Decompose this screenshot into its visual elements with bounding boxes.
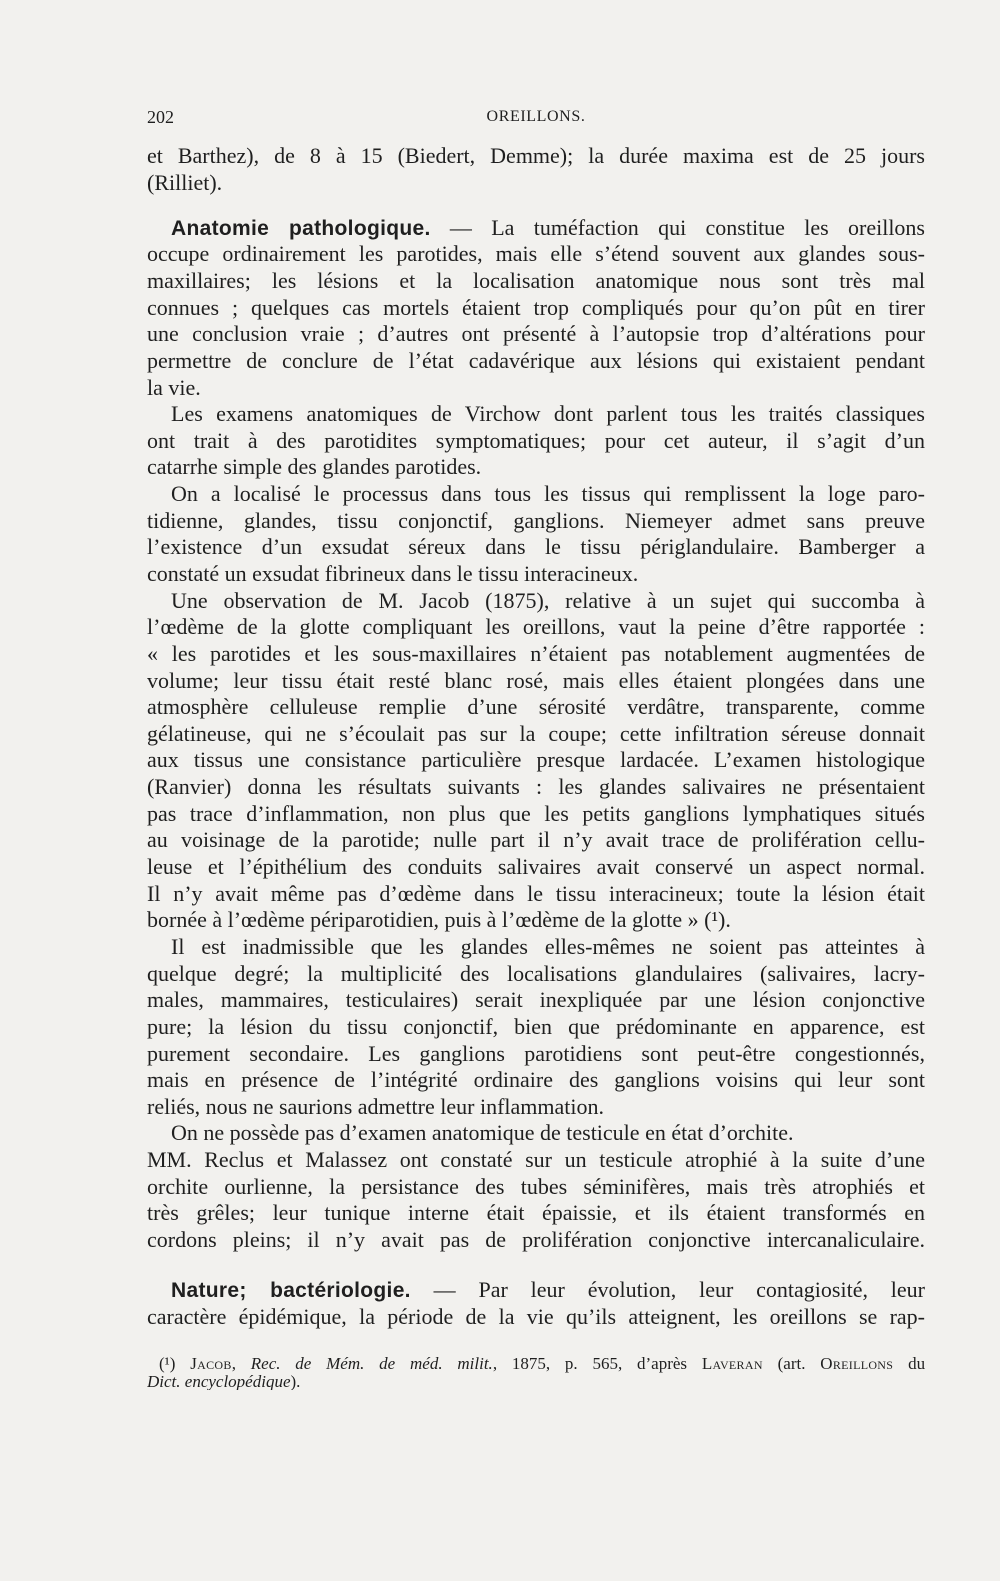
- section-heading: Anatomie pathologique.: [171, 216, 431, 240]
- text-line: mais en présence de l’intégrité ordinaire des ganglions voisins qui leur sont: [147, 1067, 925, 1093]
- footnote-author: Jacob: [190, 1355, 232, 1373]
- text-line: une conclusion vraie ; d’autres ont présenté à l’autopsie trop d’altérations pour: [147, 321, 925, 347]
- text-run: (art.: [777, 1355, 806, 1373]
- text-line: volume; leur tissu était resté blanc rosé, mais elles étaient plongées dans une: [147, 667, 925, 693]
- text-line: gélatineuse, qui ne s’écoulait pas sur la coupe; cette infiltration séreuse donnait: [147, 720, 925, 746]
- text-line: [147, 215, 925, 242]
- running-head: OREILLONS.: [486, 108, 586, 125]
- paragraph-orchite: [147, 1120, 925, 1253]
- text-line: On a localisé le processus dans tous les tissus qui remplissent la loge paro-: [171, 481, 925, 507]
- footnote-work: Dict. encyclopédique: [147, 1372, 291, 1391]
- text-line: aux tissus une consistance particulière presque lardacée. L’examen histologique: [147, 747, 925, 773]
- footnote-source: Rec. de Mém. de méd. milit.: [250, 1355, 493, 1373]
- page-number: 202: [147, 107, 174, 127]
- text-run: ).: [290, 1372, 301, 1391]
- text-run: , 1875, p. 565, d’après: [492, 1355, 688, 1373]
- footnote-marker: (¹): [159, 1355, 176, 1373]
- section-nature-bacteriologie: [147, 1277, 925, 1330]
- text-line: catarrhe simple des glandes parotides.: [147, 454, 482, 480]
- text-line: bornée à l’œdème périparotidien, puis à l’œdème de la glotte » (¹).: [147, 907, 731, 933]
- text-line: pas trace d’inflammation, non plus que les petits ganglions lymphatiques situés: [147, 800, 925, 826]
- text-line: l’œdème de la glotte compliquant les oreillons, vaut la peine d’être rapportée :: [147, 614, 925, 640]
- page-header: [147, 105, 925, 129]
- text-line: [147, 1277, 925, 1304]
- text-line: orchite ourlienne, la persistance des tubes séminifères, mais très atrophiés et: [147, 1173, 925, 1199]
- text-line: Les examens anatomiques de Virchow dont parlent tous les traités classiques: [171, 401, 925, 427]
- text-line: au voisinage de la parotide; nulle part il n’y avait trace de prolifération cellu-: [147, 827, 925, 853]
- paragraph-continuation: [147, 143, 925, 196]
- text-line: ont trait à des parotidites symptomatiques; pour cet auteur, il s’agit d’un: [147, 427, 925, 453]
- footnote-line: [147, 1355, 925, 1373]
- text-line: permettre de conclure de l’état cadavérique aux lésions qui existaient pendant: [147, 347, 925, 373]
- footnote: [147, 1355, 925, 1390]
- text-line: connues ; quelques cas mortels étaient trop compliqués pour qu’on pût en tirer: [147, 294, 925, 320]
- text-line: et Barthez), de 8 à 15 (Biedert, Demme); la durée maxima est de 25 jours: [147, 143, 925, 168]
- paragraph-jacob-observation: [147, 588, 925, 934]
- paragraph-inadmissible: [147, 934, 925, 1120]
- section-heading: Nature; bactériologie.: [171, 1279, 411, 1303]
- text-line: cordons pleins; il n’y avait pas de prolifération conjonctive intercanaliculaire.: [147, 1227, 925, 1253]
- text-line: la vie.: [147, 374, 201, 400]
- text-line: males, mammaires, testiculaires) serait inexpliquée par une lésion conjonctive: [147, 987, 925, 1013]
- section-anatomie-pathologique: [147, 215, 925, 401]
- text-line: atmosphère celluleuse remplie d’une sérosité verdâtre, transparente, comme: [147, 694, 925, 720]
- text-column: [147, 143, 925, 1390]
- text-line: « les parotides et les sous-maxillaires n’étaient pas notablement augmentées de: [147, 640, 925, 666]
- text-line: très grêles; leur tunique interne était épaissie, et ils étaient transformés en: [147, 1200, 925, 1226]
- text-line: reliés, nous ne saurions admettre leur inflammation.: [147, 1093, 604, 1119]
- text-line: tidienne, glandes, tissu conjonctif, ganglions. Niemeyer admet sans preuve: [147, 507, 925, 533]
- text-line: quelque degré; la multiplicité des localisations glandulaires (salivaires, lacry-: [147, 960, 925, 986]
- footnote-article: Oreillons: [820, 1355, 894, 1373]
- text-line: leuse et l’épithélium des conduits salivaires avait conservé un aspect normal.: [147, 854, 925, 880]
- footnote-cited-author: Laveran: [701, 1355, 763, 1373]
- text-line: (Rilliet).: [147, 169, 223, 195]
- text-run: — Par leur évolution, leur contagiosité, leur: [433, 1277, 925, 1303]
- footnote-line: [147, 1373, 925, 1391]
- text-line: pure; la lésion du tissu conjonctif, bien que prédominante en apparence, est: [147, 1013, 925, 1039]
- text-line: Il est inadmissible que les glandes elles-mêmes ne soient pas atteintes à: [171, 933, 925, 959]
- text-line: l’existence d’un exsudat séreux dans le tissu périglandulaire. Bamberger a: [147, 534, 925, 560]
- text-line: Il n’y avait même pas d’œdème dans le tissu interacineux; toute la lésion était: [147, 880, 925, 906]
- text-run: — La tuméfaction qui constitue les oreillons: [449, 214, 925, 240]
- text-line: purement secondaire. Les ganglions parotidiens sont peut-être congestionnés,: [147, 1040, 925, 1066]
- text-line: (Ranvier) donna les résultats suivants : les glandes salivaires ne présentaient: [147, 774, 925, 800]
- text-line: MM. Reclus et Malassez ont constaté sur un testicule atrophié à la suite d’une: [147, 1147, 925, 1173]
- paragraph-virchow: [147, 401, 925, 481]
- paragraph-localisation: [147, 481, 925, 588]
- text-line: occupe ordinairement les parotides, mais elle s’étend souvent aux glandes sous-: [147, 241, 925, 267]
- text-line: On ne possède pas d’examen anatomique de testicule en état d’orchite.: [171, 1120, 794, 1146]
- text-run: ,: [231, 1355, 236, 1373]
- text-line: Une observation de M. Jacob (1875), relative à un sujet qui succomba à: [171, 587, 925, 613]
- text-line: caractère épidémique, la période de la vie qu’ils atteignent, les oreillons se rap-: [147, 1303, 925, 1329]
- text-line: constaté un exsudat fibrineux dans le tissu interacineux.: [147, 561, 639, 586]
- text-run: du: [908, 1355, 925, 1373]
- text-line: maxillaires; les lésions et la localisation anatomique nous sont très mal: [147, 267, 925, 293]
